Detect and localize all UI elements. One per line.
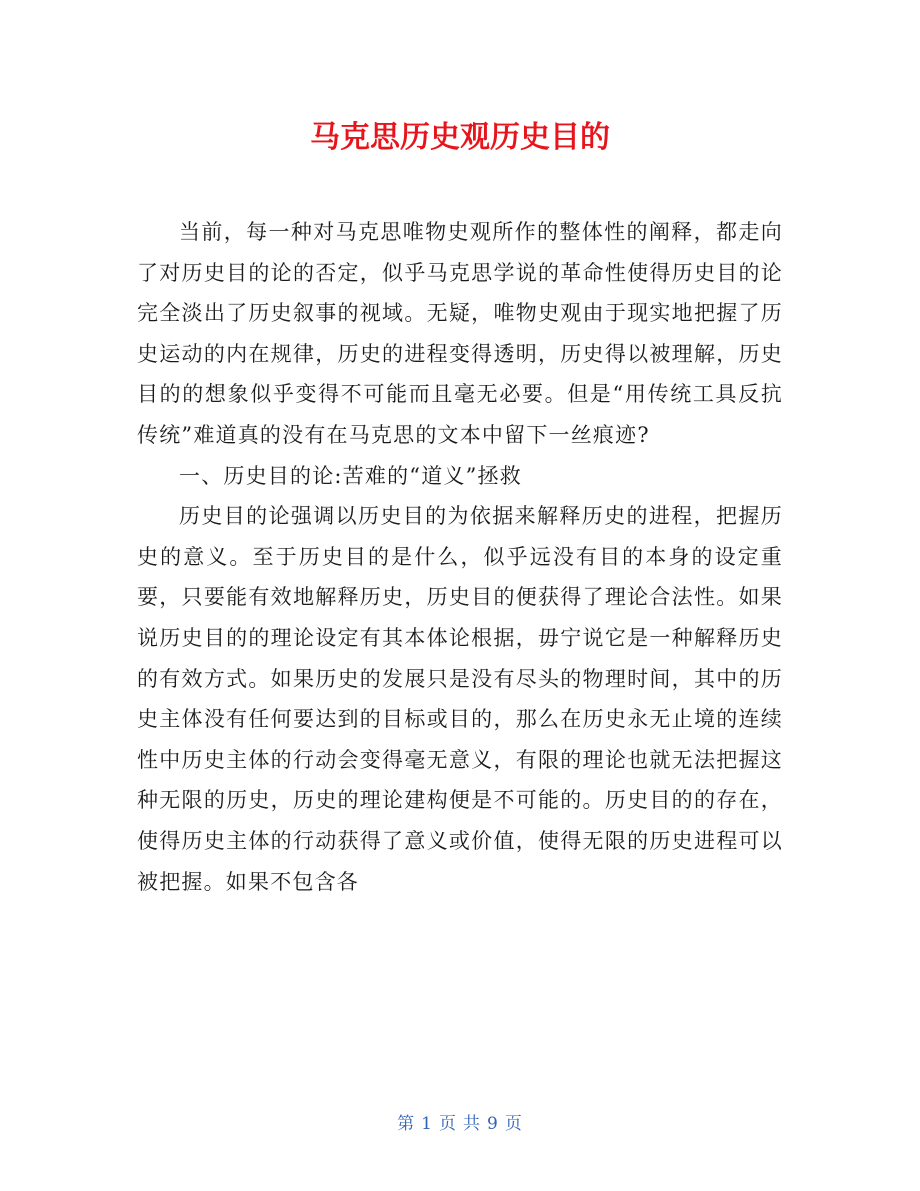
document-title: 马克思历史观历史目的	[310, 120, 610, 155]
footer-total-label: 共	[463, 1114, 481, 1134]
footer-page-label: 第	[397, 1114, 416, 1134]
footer-total-unit: 页	[504, 1114, 523, 1134]
document-body	[137, 212, 783, 902]
footer-page-unit: 页	[439, 1114, 457, 1134]
page-footer	[0, 1112, 920, 1136]
paragraph-intro: 当前，每一种对马克思唯物史观所作的整体性的阐释，都走向了对历史目的论的否定，似乎马克思学说的革命性使得历史目的论完全淡出了历史叙事的视域。无疑，唯物史观由于现实地把握了历史运动的内在规律，历史的进程变得透明，历史得以被理解，历史目的的想象似乎变得不可能而且毫无必要。但是“用传统工具反抗传统”难道真的没有在马克思的文本中留下一丝痕迹?	[137, 220, 783, 447]
paragraph-teleology: 历史目的论强调以历史目的为依据来解释历史的进程，把握历史的意义。至于历史目的是什么，似乎远没有目的本身的设定重要，只要能有效地解释历史，历史目的便获得了理论合法性。如果说历史目的的理论设定有其本体论根据，毋宁说它是一种解释历史的有效方式。如果历史的发展只是没有尽头的物理时间，其中的历史主体没有任何要达到的目标或目的，那么在历史永无止境的连续性中历史主体的行动会变得毫无意义，有限的理论也就无法把握这种无限的历史，历史的理论建构便是不可能的。历史目的的存在，使得历史主体的行动获得了意义或价值，使得无限的历史进程可以被把握。如果不包含各	[137, 504, 783, 894]
footer-total-pages: 9	[487, 1114, 499, 1134]
section-heading: 一、历史目的论:苦难的“道义”拯救	[179, 463, 522, 488]
footer-current-page: 1	[421, 1114, 433, 1134]
